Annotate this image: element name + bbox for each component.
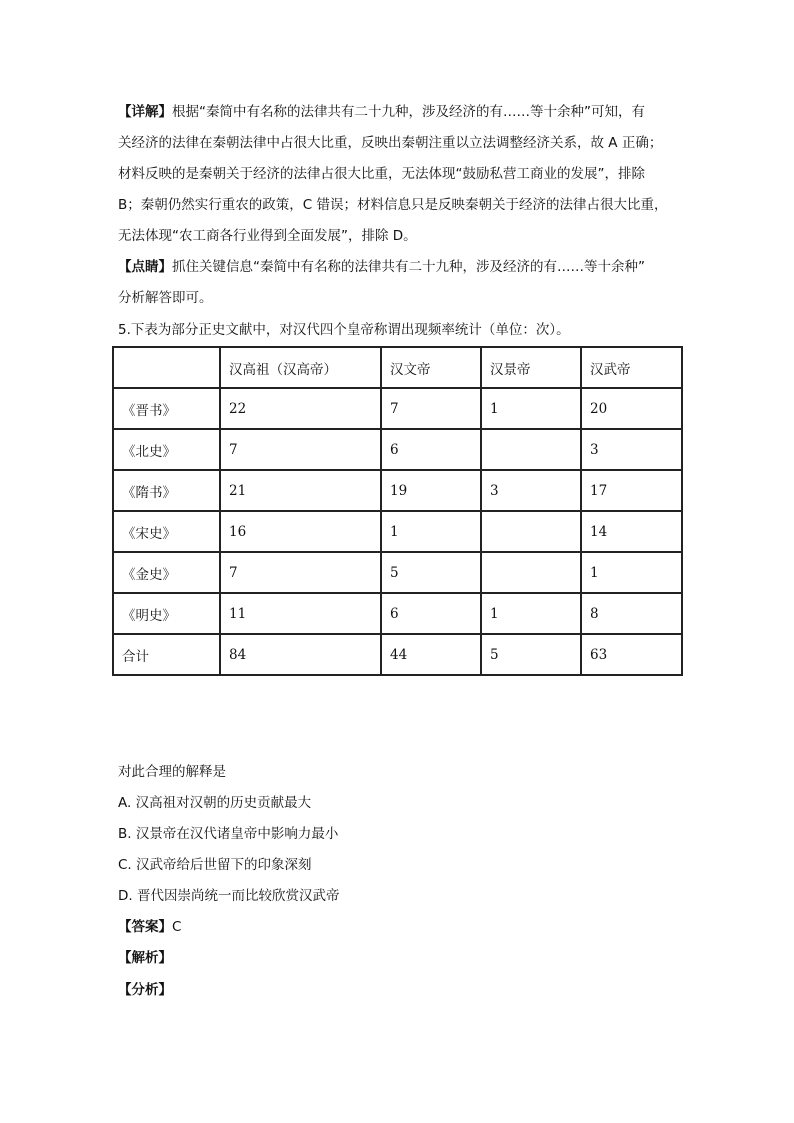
table-row (113, 593, 682, 634)
row-label-cell: 《隋书》 (113, 470, 220, 511)
table-cell: 1 (581, 552, 682, 593)
explanation-line (118, 195, 667, 215)
table-cell: 5 (481, 634, 581, 675)
table-cell: 44 (381, 634, 481, 675)
answer-label: 【答案】 (118, 919, 172, 935)
table-cell: 84 (220, 634, 381, 675)
table-cell: 1 (481, 388, 581, 429)
table-row (113, 634, 682, 675)
explanation-text: 根据“秦简中有名称的法律共有二十九种，涉及经济的有……等十余种”可知，有 (172, 104, 645, 120)
table-header-cell (113, 347, 220, 388)
explanation-line (118, 164, 645, 184)
row-label-cell: 《宋史》 (113, 511, 220, 552)
table-cell: 7 (220, 552, 381, 593)
table-header-row (113, 347, 682, 388)
row-label-cell: 合计 (113, 634, 220, 675)
table-cell: 7 (220, 429, 381, 470)
explanation-text: 关经济的法律在秦朝法律中占很大比重，反映出秦朝注重以立法调整经济关系，故 A 正确； (118, 135, 663, 151)
option-d: D. 晋代因崇尚统一而比较欣赏汉武帝 (118, 888, 340, 904)
explanation-line (118, 288, 213, 308)
table-cell: 22 (220, 388, 381, 429)
table-cell (481, 552, 581, 593)
table-cell (481, 429, 581, 470)
table-cell: 7 (381, 388, 481, 429)
section-label: 【点睛】 (118, 259, 172, 275)
explanation-line (118, 257, 645, 277)
option-c: C. 汉武帝给后世留下的印象深刻 (118, 857, 312, 873)
frequency-table (112, 346, 683, 676)
table-cell: 19 (381, 470, 481, 511)
table-row (113, 552, 682, 593)
explanation-text: 材料反映的是秦朝关于经济的法律占很大比重，无法体现“鼓励私营工商业的发展”，排除 (118, 166, 645, 182)
question-prompt: 对此合理的解释是 (118, 764, 226, 780)
table-cell: 3 (581, 429, 682, 470)
fenxi-label: 【分析】 (118, 982, 172, 998)
table-cell: 63 (581, 634, 682, 675)
explanation-text: 抓住关键信息“秦简中有名称的法律共有二十九种，涉及经济的有……等十余种” (172, 259, 645, 275)
table-header-cell: 汉文帝 (381, 347, 481, 388)
table-cell: 6 (381, 429, 481, 470)
question-stem: 5.下表为部分正史文献中，对汉代四个皇帝称谓出现频率统计（单位：次）。 (118, 322, 570, 338)
explanation-text: B；秦朝仍然实行重农的政策，C 错误；材料信息只是反映秦朝关于经济的法律占很大比重， (118, 197, 668, 213)
table-cell: 20 (581, 388, 682, 429)
table-cell: 11 (220, 593, 381, 634)
explanation-text: 分析解答即可。 (118, 290, 213, 306)
table-row (113, 388, 682, 429)
table-cell: 5 (381, 552, 481, 593)
table-row (113, 470, 682, 511)
option-b: B. 汉景帝在汉代诸皇帝中影响力最小 (118, 826, 339, 842)
table-cell: 6 (381, 593, 481, 634)
explanation-text: 无法体现“农工商各行业得到全面发展”，排除 D。 (118, 228, 417, 244)
row-label-cell: 《明史》 (113, 593, 220, 634)
table-header-cell: 汉景帝 (481, 347, 581, 388)
answer-line (118, 917, 181, 937)
table-cell: 3 (481, 470, 581, 511)
answer-value: C (172, 919, 182, 935)
table-cell: 14 (581, 511, 682, 552)
row-label-cell: 《北史》 (113, 429, 220, 470)
analysis-label: 【解析】 (118, 950, 172, 966)
row-label-cell: 《金史》 (113, 552, 220, 593)
table-cell: 1 (481, 593, 581, 634)
explanation-line (118, 102, 645, 122)
table-cell: 17 (581, 470, 682, 511)
table-cell: 16 (220, 511, 381, 552)
section-label: 【详解】 (118, 104, 172, 120)
option-a: A. 汉高祖对汉朝的历史贡献最大 (118, 795, 312, 811)
table-header-cell: 汉武帝 (581, 347, 682, 388)
row-label-cell: 《晋书》 (113, 388, 220, 429)
table-row (113, 429, 682, 470)
table-header-cell: 汉高祖（汉高帝） (220, 347, 381, 388)
table-cell: 21 (220, 470, 381, 511)
table-cell: 8 (581, 593, 682, 634)
table-cell (481, 511, 581, 552)
explanation-line (118, 226, 417, 246)
table-cell: 1 (381, 511, 481, 552)
table-row (113, 511, 682, 552)
explanation-line (118, 133, 662, 153)
